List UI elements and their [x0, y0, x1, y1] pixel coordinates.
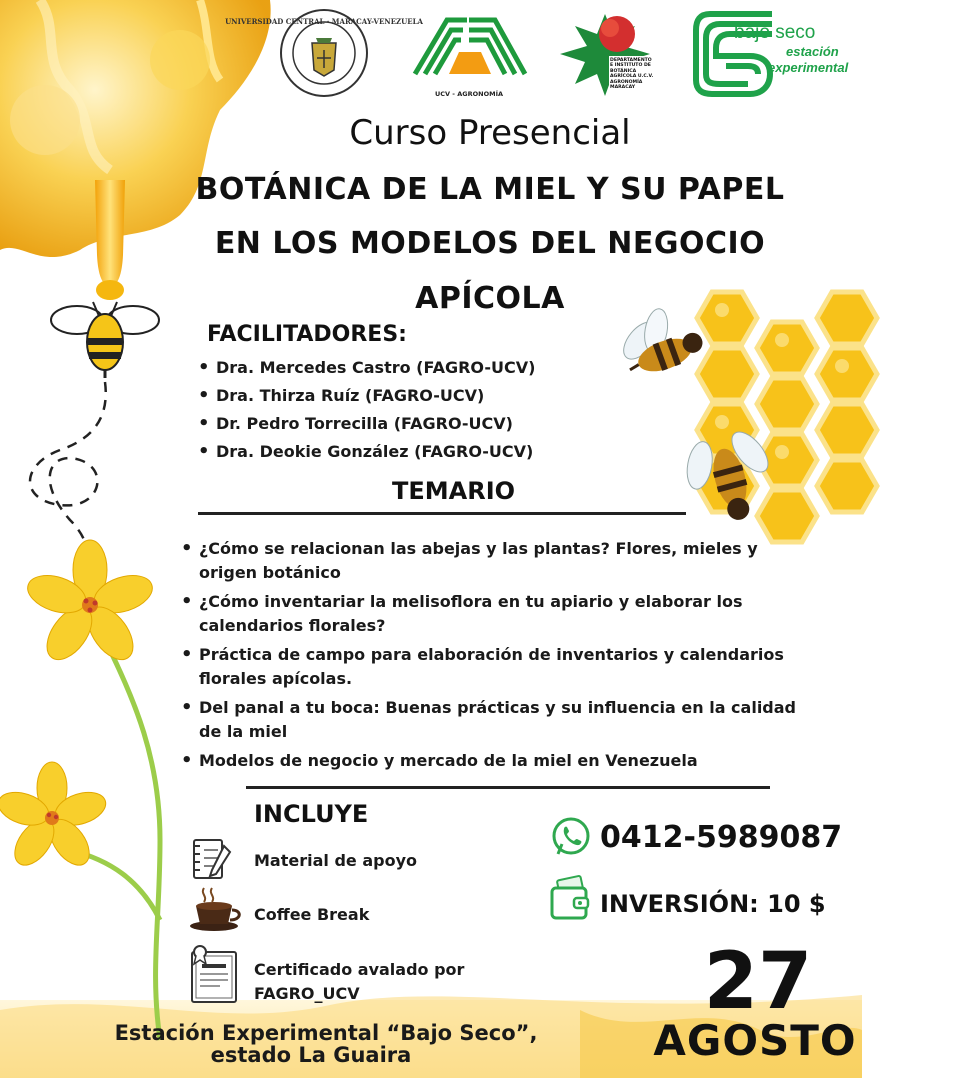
title-line-3: APÍCOLA [415, 281, 565, 316]
include-item-certificate: Certificado avalado por FAGRO_UCV [254, 960, 465, 1003]
syllabus-item: • Práctica de campo para elaboración de inventarios y calendarios florales apícolas. [181, 643, 801, 691]
wallet-money-icon [548, 876, 592, 922]
botanica-dept-logo-icon [555, 4, 655, 100]
botanica-caption: DEPARTAMENTO E INSTITUTO DE BOTÁNICA AGRÍCOLA U.C.V. AGRONOMÍA MARACAY [610, 58, 654, 91]
facilitator-item: • Dra. Deokie González (FAGRO-UCV) [198, 440, 658, 464]
facilitator-item: • Dra. Mercedes Castro (FAGRO-UCV) [198, 356, 658, 380]
investment-amount: INVERSIÓN: 10 $ [600, 890, 826, 918]
flower-icon [0, 540, 160, 1040]
bajo-seco-name: bajo seco [734, 22, 816, 43]
facilitator-item: • Dra. Thirza Ruíz (FAGRO-UCV) [198, 384, 658, 408]
agronomia-logo-icon [405, 12, 533, 96]
facilitators-list [198, 356, 658, 464]
bajo-seco-sub1: estación [786, 44, 839, 59]
includes-divider [246, 786, 770, 789]
location-line-1: Estación Experimental “Bajo Seco”, [114, 1021, 538, 1045]
includes-heading: INCLUYE [254, 800, 369, 828]
syllabus-item: • ¿Cómo se relacionan las abejas y las plantas? Flores, mieles y origen botánico [181, 537, 801, 585]
university-seal-icon [225, 8, 423, 98]
syllabus-heading: TEMARIO [392, 477, 516, 505]
whatsapp-icon [550, 816, 592, 858]
honeycomb-icon [697, 292, 877, 542]
title-line-1: BOTÁNICA DE LA MIEL Y SU PAPEL [195, 172, 785, 207]
title-line-2: EN LOS MODELOS DEL NEGOCIO [214, 226, 766, 261]
include-item-material: Material de apoyo [254, 851, 417, 870]
include-item-coffee: Coffee Break [254, 905, 370, 924]
event-day: 27 [703, 937, 813, 1027]
facilitator-item: • Dr. Pedro Torrecilla (FAGRO-UCV) [198, 412, 658, 436]
location-text [96, 1022, 556, 1066]
phone-number[interactable]: 0412-5989087 [600, 820, 843, 855]
syllabus-item: • Modelos de negocio y mercado de la miel en Venezuela [181, 749, 801, 773]
course-type: Curso Presencial [349, 113, 631, 153]
seal-ring-text: UNIVERSIDAD CENTRAL · MARACAY-VENEZUELA [225, 17, 423, 26]
facilitators-heading: FACILITADORES: [207, 322, 407, 347]
bajo-seco-sub2: experimental [768, 60, 849, 75]
notepad-icon [190, 836, 234, 882]
agronomia-caption: UCV - AGRONOMÍA [434, 90, 504, 98]
location-line-2: estado La Guaira [210, 1043, 412, 1067]
syllabus-list [181, 537, 801, 773]
syllabus-divider [198, 512, 686, 515]
bajo-seco-logo-icon [690, 8, 850, 100]
syllabus-item: • Del panal a tu boca: Buenas prácticas y su influencia en la calidad de la miel [181, 696, 801, 744]
certificate-icon [186, 944, 242, 1006]
coffee-cup-icon [188, 884, 244, 932]
syllabus-item: • ¿Cómo inventariar la melisoflora en tu apiario y elaborar los calendarios florales? [181, 590, 801, 638]
event-month: AGOSTO [653, 1016, 857, 1065]
